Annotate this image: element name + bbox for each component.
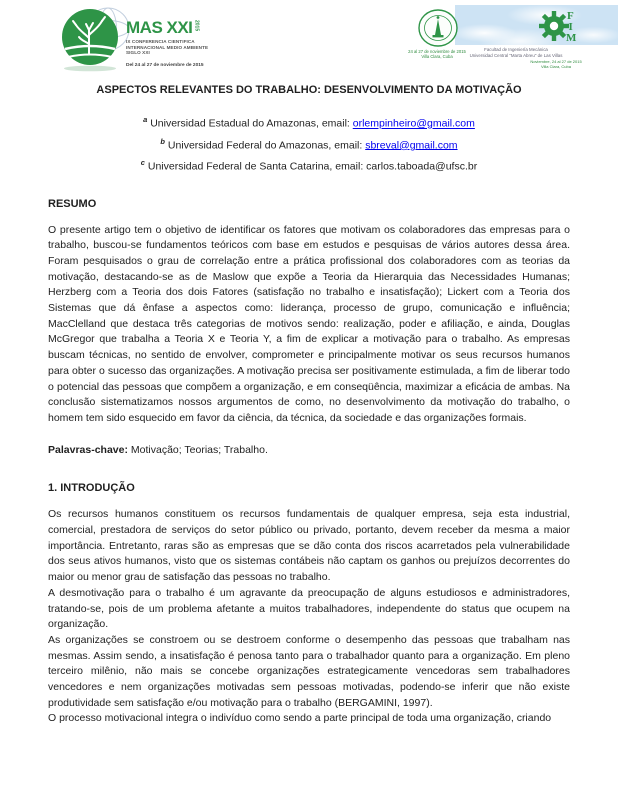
fim-caption-line: Facultad de Ingeniería Mecánica: [484, 47, 548, 52]
right-logos: [398, 0, 618, 82]
mas-caption-line: SIGLO XXI: [126, 50, 150, 56]
seal-caption-line: 24 al 27 de noviembre de 2015: [408, 49, 466, 54]
keywords-label: Palavras-chave:: [48, 443, 128, 456]
university-seal-icon: [416, 8, 460, 50]
introduction-heading: 1. INTRODUÇÃO: [48, 482, 135, 495]
email-link[interactable]: sbreval@gmail.com: [365, 139, 458, 151]
mas-caption-line: IX CONFERENCIA CIENTIFICA: [126, 39, 195, 44]
fim-letter-i: I: [568, 21, 573, 33]
fim-date-line: Villa Clara, Cuba: [541, 64, 571, 69]
author-superscript: c: [140, 158, 145, 167]
paper-title: ASPECTOS RELEVANTES DO TRABALHO: DESENVOLVIMENTO DA MOTIVAÇÃO: [96, 84, 522, 96]
fim-caption-line: Universidad Central "Marta Abreu" de Las Villas: [469, 52, 563, 58]
email-text: carlos.taboada@ufsc.br: [366, 160, 478, 173]
sky-banner: [455, 5, 618, 45]
intro-paragraph: A desmotivação para o trabalho é um agravante da preocupação de alguns estudiosos e administradores, tratando-se, pois de um problema afetante a muitos trabalhadores, independente do status que ocupem na organização.: [48, 586, 570, 631]
mas-xxi-logo: [56, 2, 276, 78]
fim-letter-m: M: [566, 32, 577, 44]
resumo-paragraph: O presente artigo tem o objetivo de identificar os fatores que motivam os colaboradores das empresas para o trabalho, buscou-se fundamentos teóricos com base em estudos e pesquisas de vários autores dessa área. Foram pesquisados o grau de correlação entre a prática profissional dos colaboradores com as teorias da motivação, destacando-se as de Maslow que expõe a Teoria da Hierarquia das Necessidades Humanas; Herzberg com a Teoria dos dois Fatores (satisfação no trabalho e insatisfação); Lickert com a Teoria dos Sistemas que dá ênfase a aspectos como: liderança, processo de grupo, comunicação e influência; MacClelland que destaca três categorias de motivos sendo: realização, poder e afiliação, e ainda, Douglas McGregor que trabalha a Teoria X e Teoria Y, a fim de explicar a motivação para o trabalho. As empresas buscam técnicas, no sentido de envolver, comprometer e principalmente motivar os seus recursos humanos para obter o sucesso das organizações. A motivação precisa ser positivamente estimulada, a fim de liberar todo o potencial das pessoas que compõem a organização, e em conseqüência, maximizar a eficácia de ambas. Na conclusão sistematizamos nossos argumentos de como, no desenvolvimento da motivação do trabalho, o homem tem sido esquecido em favor da ciência, da técnica, da sociedade e das organizações formais.: [48, 223, 570, 424]
author-superscript: b: [160, 136, 166, 146]
keywords-text: Motivação; Teorias; Trabalho.: [127, 443, 268, 456]
fim-gear-icon: [539, 8, 603, 44]
resumo-heading: RESUMO: [48, 197, 97, 210]
fim-date: [516, 59, 596, 69]
mas-logo-title: MAS XXI: [126, 18, 193, 37]
intro-paragraph: Os recursos humanos constituem os recursos fundamentais de qualquer empresa, seja esta industrial, comercial, prestadora de serviços do setor público ou privado, portanto, devem receber da mesma a maior importância. Entretanto, raras são as empresas que se dão conta dos riscos acarretados pela vulnerabilidade dos seus ativos humanos, visto que os sistemas contábeis não captam os ganhos ou prejuízos decorrentes do maior ou menor grau de satisfação das pessoas no trabalho.: [48, 508, 570, 584]
intro-paragraph: O processo motivacional integra o indivíduo como sendo a parte principal de toda uma organização, criando: [48, 712, 552, 725]
fim-caption: [460, 47, 572, 58]
fim-date-line: Noviembre, 24 al 27 de 2015: [530, 59, 582, 64]
mas-caption-line: INTERNACIONAL MEDIO AMBIENTE: [126, 44, 209, 50]
mas-logo-caption: [126, 39, 276, 56]
keywords-line: [48, 443, 570, 459]
mas-logo-date: Del 24 al 27 de noviembre de 2015: [126, 62, 204, 68]
document-content: [48, 84, 570, 727]
affiliation-text: Universidad Federal do Amazonas, email:: [165, 139, 366, 151]
author-superscript: a: [143, 115, 148, 124]
author-line: [48, 111, 570, 133]
affiliation-text: Universidad Estadual do Amazonas, email:: [147, 117, 353, 130]
mas-logo-text: [126, 18, 276, 68]
author-affiliations: [48, 111, 570, 176]
intro-paragraph: As organizações se constroem ou se destroem conforme o desempenho das pessoas que trabalham nas mesmas. Assim sendo, a insatisfação é penosa tanto para o trabalhador quanto para a organização. Em pleno terceiro milênio, não mais se concebe organizações estrategicamente vencedoras sem trabalhadores vencedores e nem organizações motivadas sem pessoas motivadas, podendo-se inferir que não existe produtividade sem satisfação e/ou motivação para o trabalho (BERGAMINI, 1997).: [48, 633, 570, 709]
author-line: [48, 154, 570, 176]
seal-caption-line: Villa Clara, Cuba: [421, 54, 453, 60]
email-link[interactable]: orlempinheiro@gmail.com: [352, 117, 475, 130]
author-line: [48, 133, 570, 155]
header-logos: [0, 0, 618, 82]
mas-logo-year: 2015: [193, 20, 200, 32]
affiliation-text: Universidad Federal de Santa Catarina, email:: [144, 160, 367, 173]
fim-letter-f: F: [567, 10, 574, 22]
